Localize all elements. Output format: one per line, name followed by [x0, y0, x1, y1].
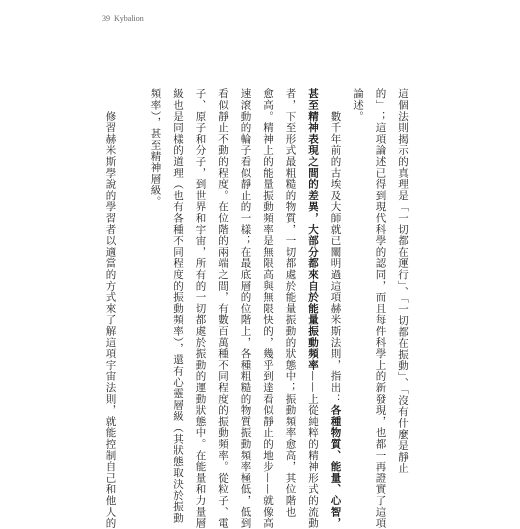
text-column [262, 88, 274, 529]
text-run: 數千年前的古埃及大師就已闡明過這項赫米斯法則，指出： [329, 88, 342, 405]
text-run: 頻率），甚至精神層級。 [149, 88, 162, 208]
text-column [307, 88, 319, 529]
text-column [105, 88, 117, 529]
text-column [352, 88, 364, 122]
text-column [240, 88, 252, 529]
running-header [102, 14, 144, 23]
text-column [195, 88, 207, 529]
text-column [172, 88, 184, 523]
text-column [375, 88, 387, 529]
text-column [150, 88, 162, 207]
text-run: 速滾動的輪子看似靜止的一樣；在最底層的位階上，各種粗糙的物質振動頻率極低，低到 [239, 88, 252, 529]
text-column [397, 88, 409, 474]
text-run: 論述。 [352, 88, 364, 122]
text-run: ——上從純粹的精神形式的流動 [307, 370, 319, 529]
text-run: 的」；這項論述已得到現代科學的認同，而且每件科學上的新發現，也都一再證實了這項 [374, 88, 387, 529]
text-run: 看似靜止不動的程度。在位階的兩端之間，有數百萬種不同程度的振動頻率。從粒子、電 [217, 88, 229, 529]
text-run: 級也是同樣的道理（也有各種不同程度的振動頻率），還有心靈層級（其狀態取決於振動 [172, 88, 184, 524]
text-column [285, 88, 297, 517]
text-run: 修習赫米斯學說的學習者以適當的方式來了解這項宇宙法則，就能控制自己和他人的 [104, 88, 117, 529]
text-run: 愈高。精神上的能量振動頻率是無限高與無限快的，幾乎到達看似靜止的地步——就像高 [262, 88, 274, 529]
page-number: 39 [102, 14, 110, 23]
body-text [104, 88, 409, 529]
text-run: 者，下至形式最粗糙的物質，一切都處於能量振動的狀態中；振動頻率愈高，其位階也 [284, 88, 297, 518]
emphasized-text: 甚至精神表現之間的差異，大部分都來自於能量振動頻率 [307, 88, 319, 371]
text-column [330, 88, 342, 529]
text-column [217, 88, 229, 529]
text-run: 子、原子和分子，到世界和宇宙，所有的一切都處於振動的運動狀態中。在能量和力量層 [194, 88, 207, 529]
emphasized-text: 各種物質、能量、心智， [329, 404, 342, 529]
book-title: Kybalion [114, 14, 144, 23]
text-run: 這個法則揭示的真理是「一切都在運行」、「一切都在振動」、「沒有什麼是靜止 [397, 88, 409, 474]
